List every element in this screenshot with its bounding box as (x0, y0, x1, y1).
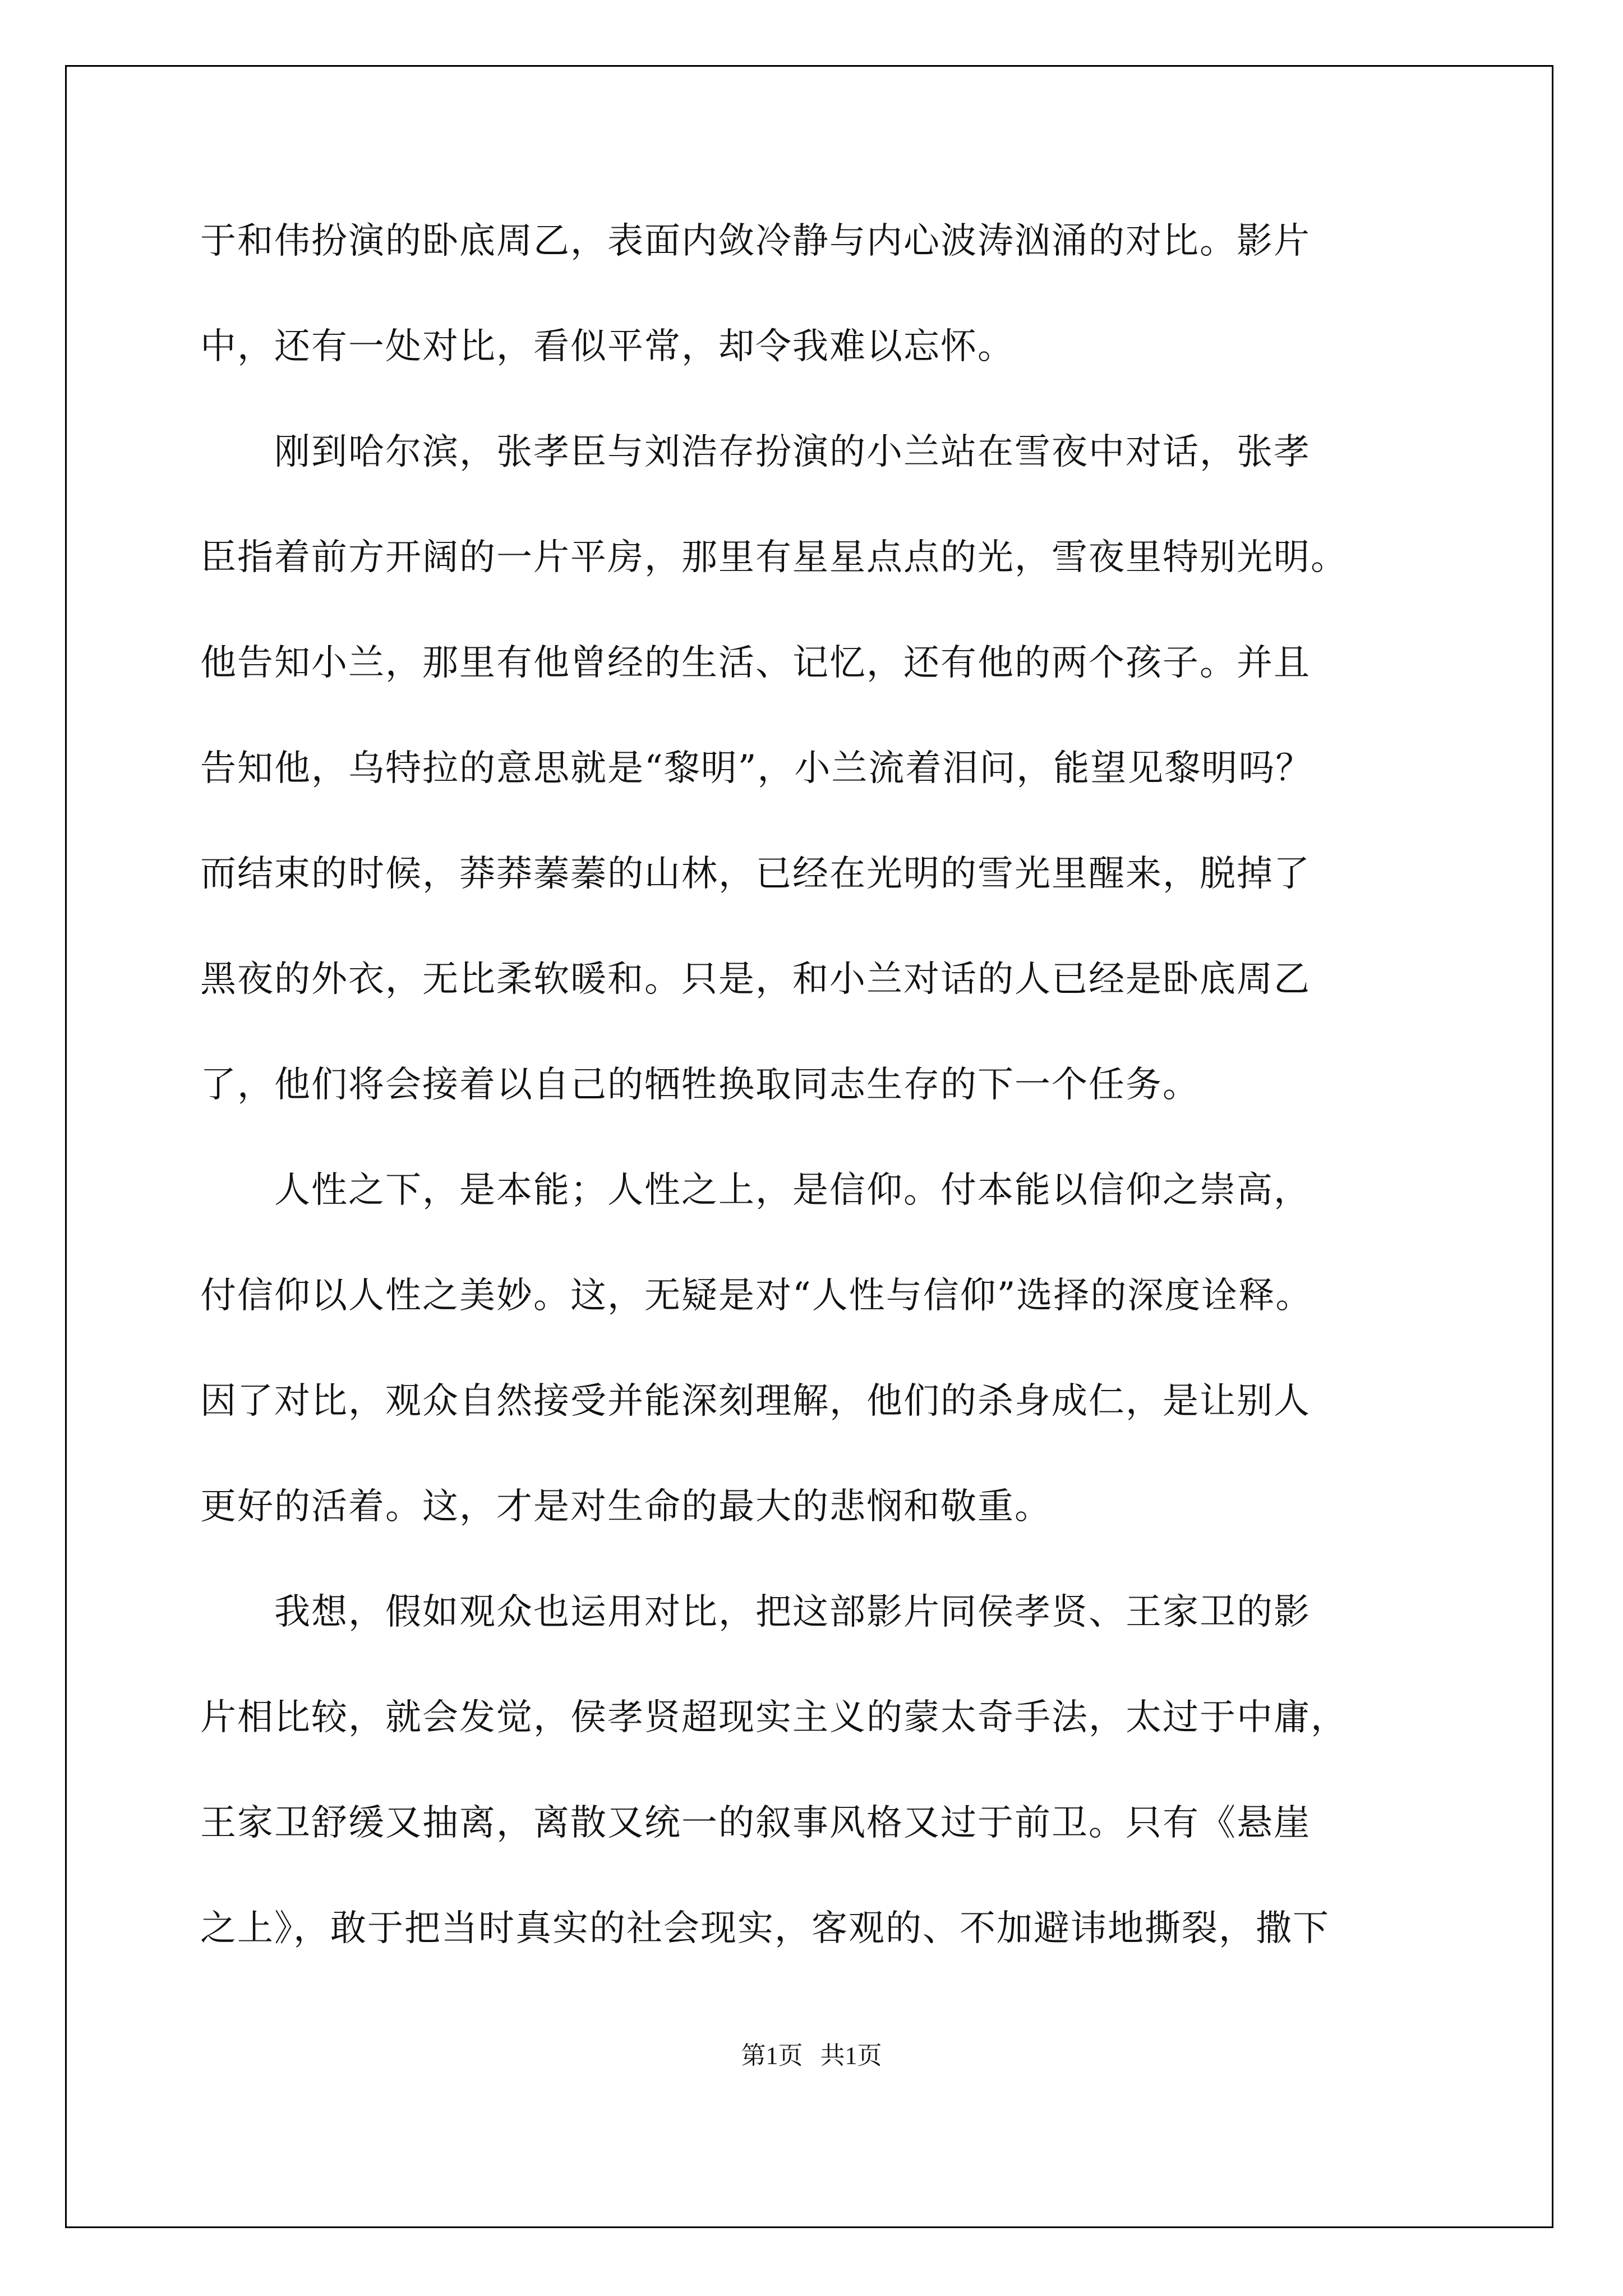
text-line: 于和伟扮演的卧底周乙，表面内敛冷静与内心波涛汹涌的对比。影片 (200, 220, 1311, 262)
text-line: 付信仰以人性之美妙。这，无疑是对“人性与信仰”选择的深度诠释。 (200, 1275, 1313, 1317)
text-line: 中，还有一处对比，看似平常，却令我难以忘怀。 (200, 326, 1015, 367)
text-line: 人性之下，是本能；人性之上，是信仰。付本能以信仰之崇高， (200, 1170, 1311, 1211)
text-line: 之上》，敢于把当时真实的社会现实，客观的、不加避讳地撕裂，撒下 (200, 1908, 1330, 1949)
text-line: 告知他，乌特拉的意思就是“黎明”，小兰流着泪问，能望见黎明吗？ (200, 748, 1313, 789)
text-line: 更好的活着。这，才是对生命的最大的悲悯和敬重。 (200, 1486, 1052, 1527)
page-footer (0, 2035, 1623, 2071)
text-line: 黑夜的外衣，无比柔软暖和。只是，和小兰对话的人已经是卧底周乙 (200, 959, 1311, 1000)
text-line: 了，他们将会接着以自己的牺牲换取同志生存的下一个任务。 (200, 1064, 1200, 1106)
text-line: 他告知小兰，那里有他曾经的生活、记忆，还有他的两个孩子。并且 (200, 642, 1311, 684)
text-line: 而结束的时候，莽莽蓁蓁的山林，已经在光明的雪光里醒来，脱掉了 (200, 853, 1311, 895)
text-line: 片相比较，就会发觉，侯孝贤超现实主义的蒙太奇手法，太过于中庸， (200, 1697, 1348, 1738)
text-line: 刚到哈尔滨，张孝臣与刘浩存扮演的小兰站在雪夜中对话，张孝 (200, 431, 1311, 473)
text-line: 臣指着前方开阔的一片平房，那里有星星点点的光，雪夜里特别光明。 (200, 537, 1348, 578)
document-body (200, 216, 1434, 2009)
page-number: 第1页 (741, 2042, 803, 2069)
text-line: 因了对比，观众自然接受并能深刻理解，他们的杀身成仁，是让别人 (200, 1381, 1311, 1422)
page-total: 共1页 (820, 2042, 882, 2069)
text-line: 王家卫舒缓又抽离，离散又统一的叙事风格又过于前卫。只有《悬崖 (200, 1802, 1311, 1844)
text-line: 我想，假如观众也运用对比，把这部影片同侯孝贤、王家卫的影 (200, 1591, 1311, 1633)
